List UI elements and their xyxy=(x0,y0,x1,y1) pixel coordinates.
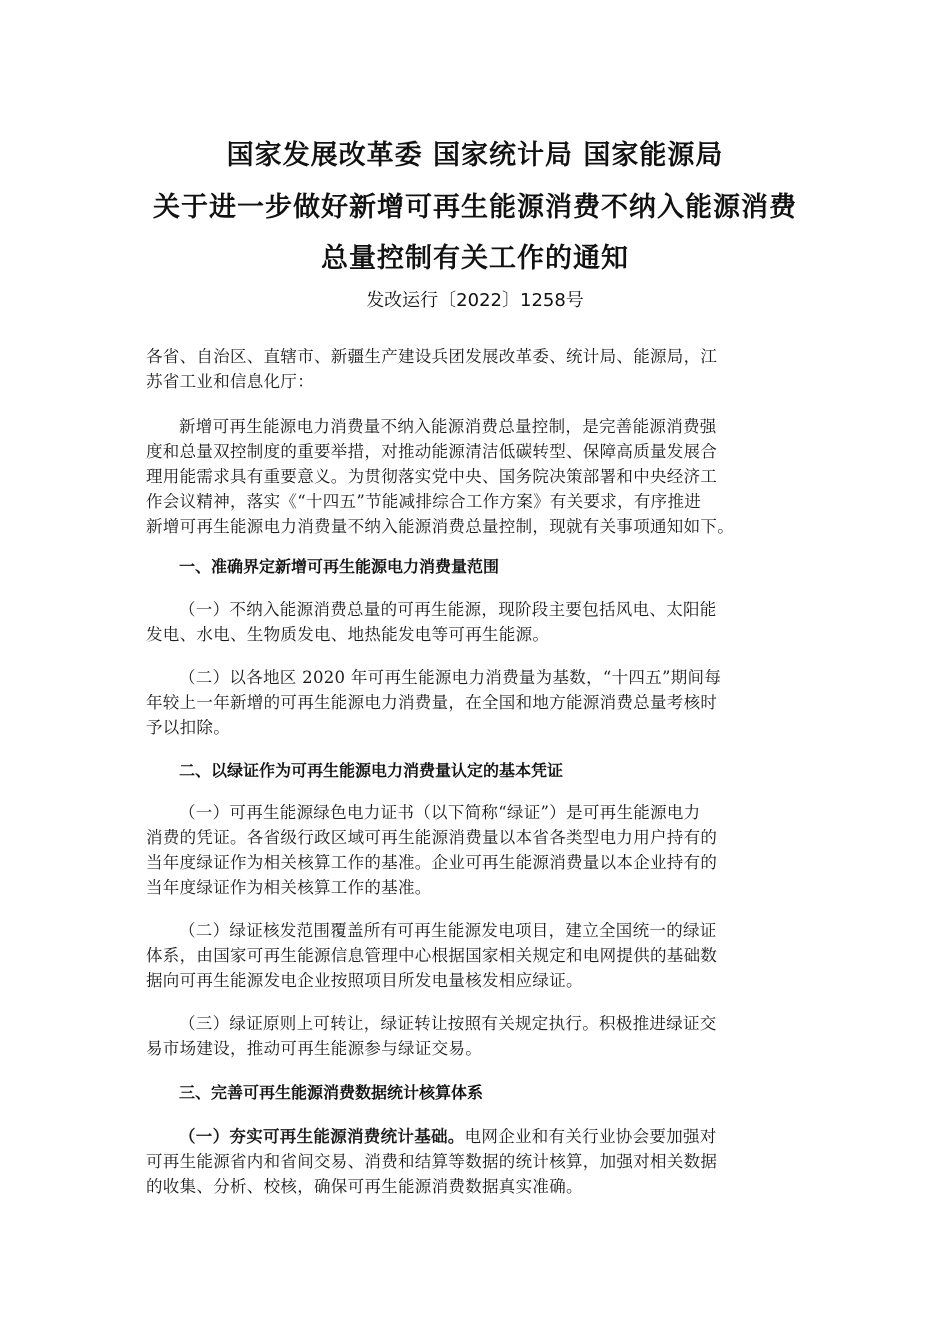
text-line: （一）不纳入能源消费总量的可再生能源，现阶段主要包括风电、太阳能 xyxy=(179,600,717,619)
text-line: 的收集、分析、校核，确保可再生能源消费数据真实准确。 xyxy=(146,1177,583,1196)
text-line: 据向可再生能源发电企业按照项目所发电量核发相应绿证。 xyxy=(146,971,583,990)
section1-heading: 一、准确界定新增可再生能源电力消费量范围 xyxy=(179,557,500,576)
text-line: 度和总量双控制度的重要举措，对推动能源清洁低碳转型、保障高质量发展合 xyxy=(146,442,718,461)
text-line xyxy=(146,1124,814,1149)
section2-item1 xyxy=(146,800,814,900)
text-line: （三）绿证原则上可转让，绿证转让按照有关规定执行。积极推进绿证交 xyxy=(179,1014,717,1033)
section2-heading: 二、以绿证作为可再生能源电力消费量认定的基本凭证 xyxy=(179,761,564,780)
item-lead-bold: （一）夯实可再生能源消费统计基础。 xyxy=(179,1127,465,1146)
section3-heading: 三、完善可再生能源消费数据统计核算体系 xyxy=(179,1083,484,1102)
text-line: （二）以各地区 2020 年可再生能源电力消费量为基数，“十四五”期间每 xyxy=(179,668,722,687)
section2-item2 xyxy=(146,918,814,993)
text-line: 理用能需求具有重要意义。为贯彻落实党中央、国务院决策部署和中央经济工 xyxy=(146,467,718,486)
text-line: 消费的凭证。各省级行政区域可再生能源消费量以本省各类型电力用户持有的 xyxy=(146,828,718,847)
text-line: 体系，由国家可再生能源信息管理中心根据国家相关规定和电网提供的基础数 xyxy=(146,946,718,965)
title-subject-line2: 总量控制有关工作的通知 xyxy=(321,243,629,274)
section1-item1 xyxy=(146,597,814,647)
text-line: （一）可再生能源绿色电力证书（以下简称“绿证”）是可再生能源电力 xyxy=(179,803,701,822)
text-line: 易市场建设，推动可再生能源参与绿证交易。 xyxy=(146,1039,482,1058)
title-subject-line1: 关于进一步做好新增可再生能源消费不纳入能源消费 xyxy=(153,192,797,223)
text-line: （二）绿证核发范围覆盖所有可再生能源发电项目，建立全国统一的绿证 xyxy=(179,921,717,940)
text-line: 年较上一年新增的可再生能源电力消费量，在全国和地方能源消费总量考核时 xyxy=(146,693,718,712)
text-line: 苏省工业和信息化厅： xyxy=(146,372,314,391)
document-number: 发改运行〔2022〕1258号 xyxy=(366,290,584,311)
section2-item3 xyxy=(146,1011,814,1061)
text-line: 当年度绿证作为相关核算工作的基准。 xyxy=(146,878,432,897)
text-line: 当年度绿证作为相关核算工作的基准。企业可再生能源消费量以本企业持有的 xyxy=(146,853,718,872)
text-line: 可再生能源省内和省间交易、消费和结算等数据的统计核算，加强对相关数据 xyxy=(146,1152,718,1171)
section1-item2 xyxy=(146,665,814,740)
text-line: 各省、自治区、直辖市、新疆生产建设兵团发展改革委、统计局、能源局，江 xyxy=(146,347,718,366)
text-line: 新增可再生能源电力消费量不纳入能源消费总量控制，是完善能源消费强 xyxy=(179,417,717,436)
item-lead-rest: 电网企业和有关行业协会要加强对 xyxy=(464,1127,717,1146)
text-line: 发电、水电、生物质发电、地热能发电等可再生能源。 xyxy=(146,625,550,644)
title-issuers: 国家发展改革委 国家统计局 国家能源局 xyxy=(226,140,724,171)
text-line: 作会议精神，落实《“十四五”节能减排综合工作方案》有关要求，有序推进 xyxy=(146,492,702,511)
text-line: 新增可再生能源电力消费量不纳入能源消费总量控制，现就有关事项通知如下。 xyxy=(146,517,734,536)
text-line: 予以扣除。 xyxy=(146,718,230,737)
addressee-paragraph xyxy=(146,344,814,394)
intro-paragraph xyxy=(146,414,814,539)
section3-item1 xyxy=(146,1124,814,1199)
